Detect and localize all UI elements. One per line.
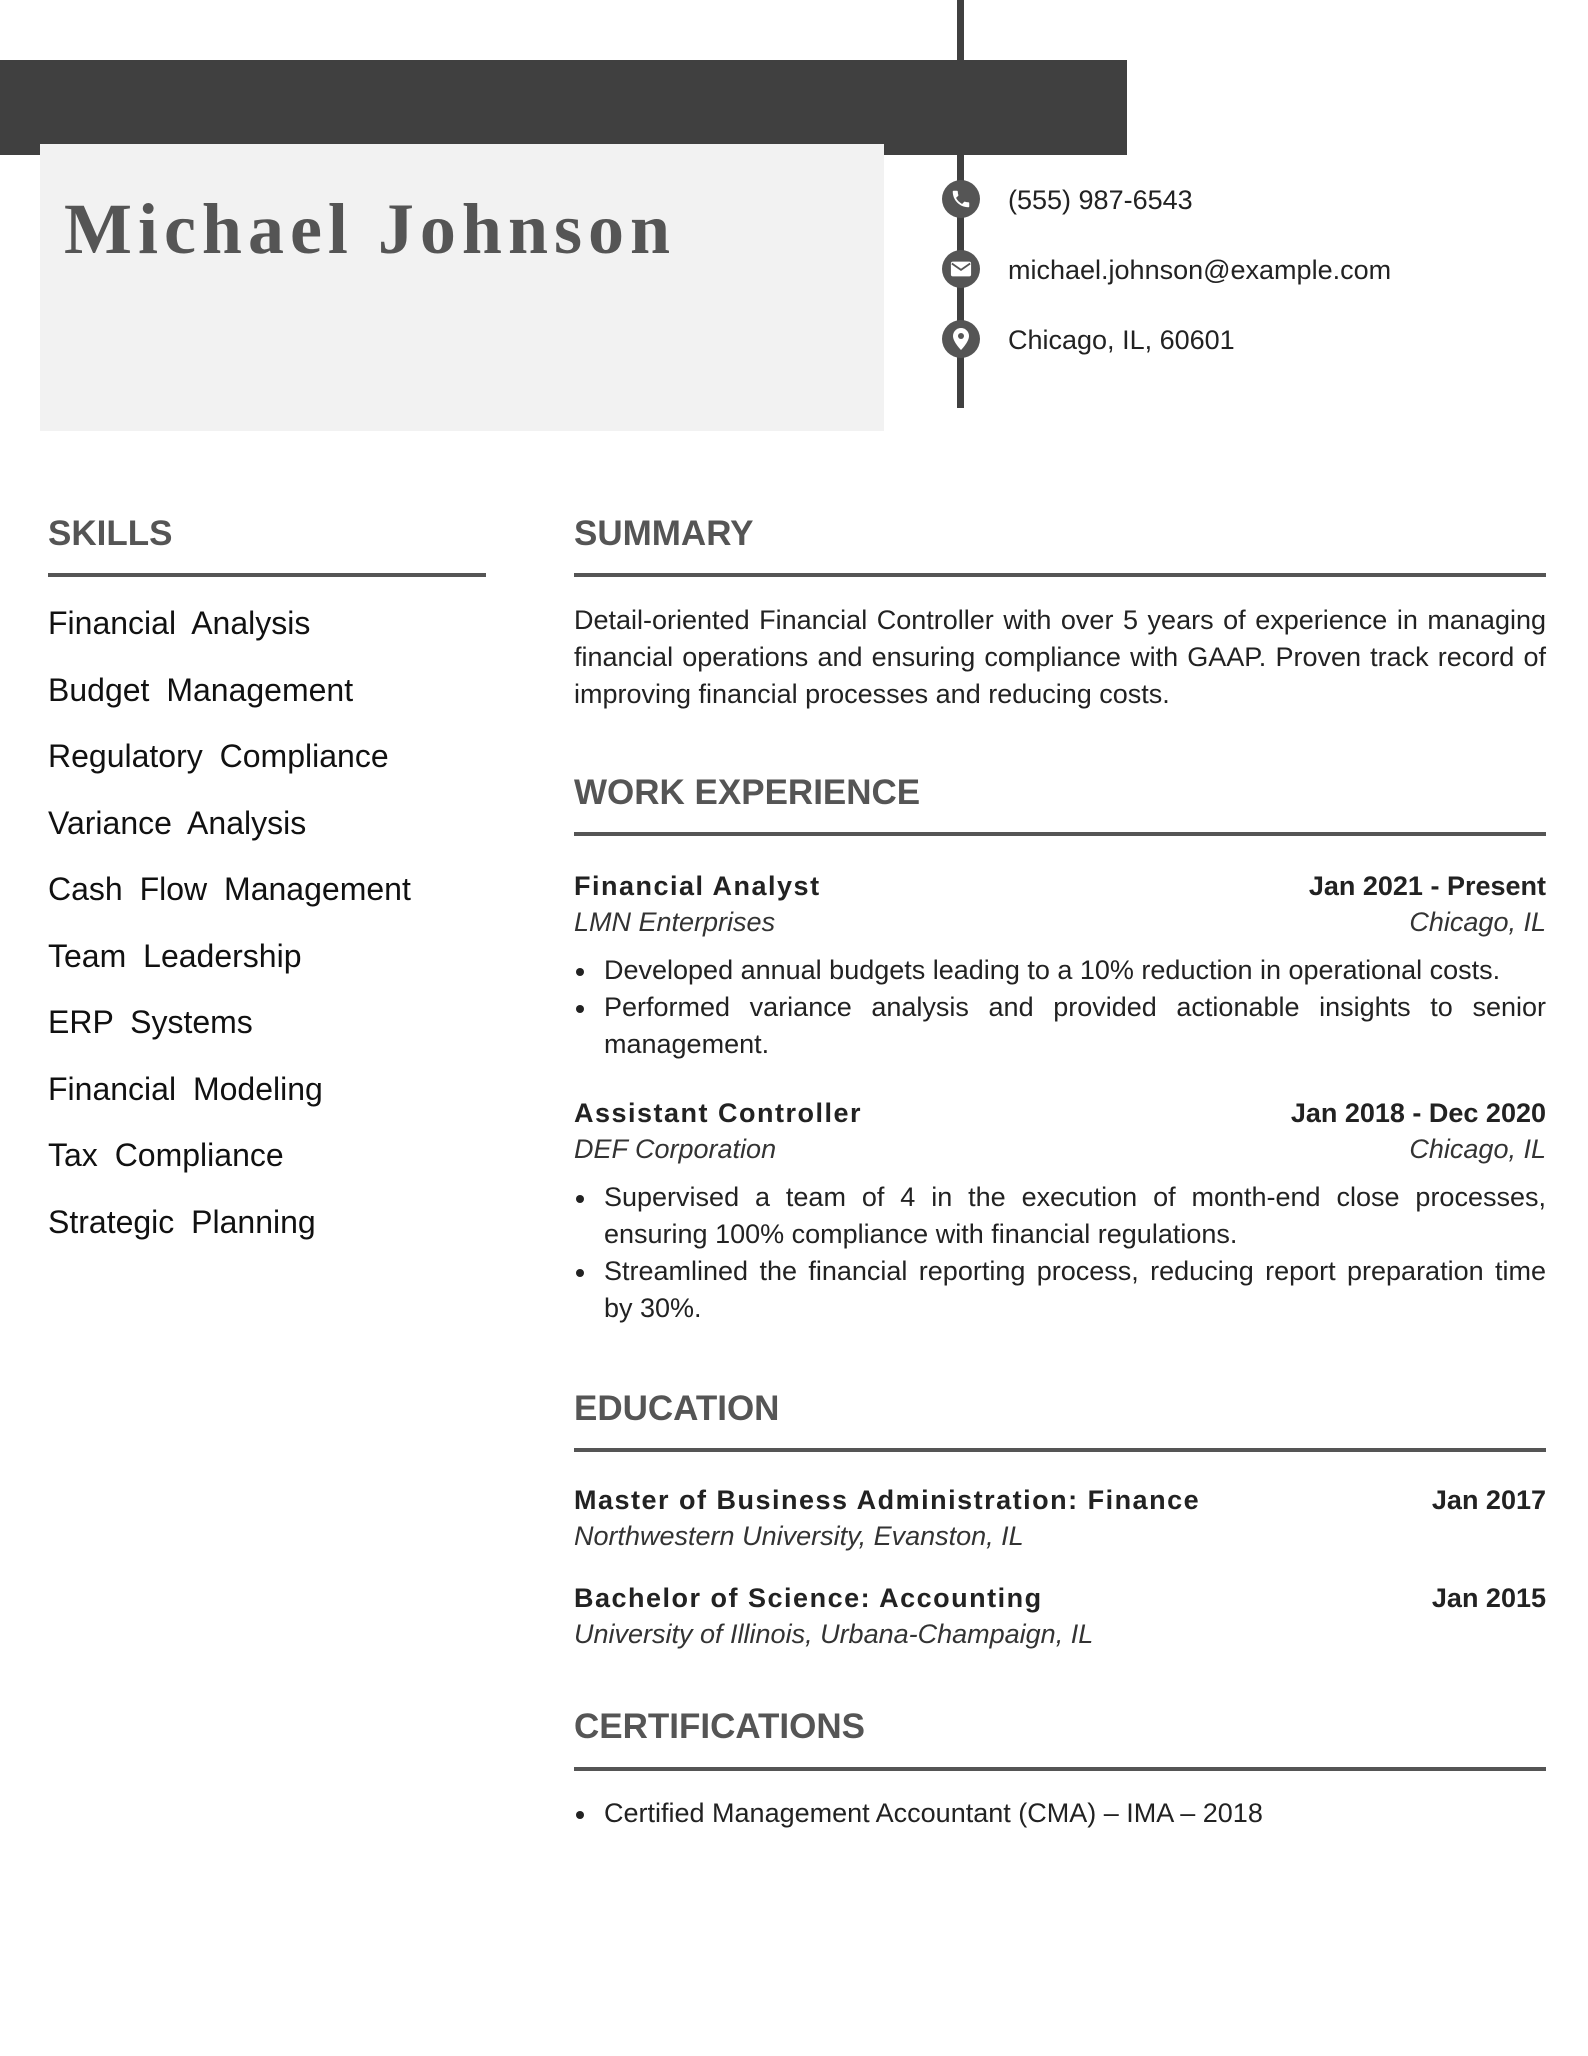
skills-heading: SKILLS <box>48 514 173 553</box>
certifications-divider <box>574 1767 1546 1771</box>
summary-heading: SUMMARY <box>574 514 754 553</box>
education-entry <box>574 1580 1546 1652</box>
school-name: Northwestern University, Evanston, IL <box>574 1521 1024 1551</box>
envelope-icon <box>942 250 980 288</box>
contact-phone <box>942 180 1542 220</box>
skill-item: Variance Analysis <box>48 804 307 841</box>
job-bullet-text: Performed variance analysis and provided actionable insights to senior management. <box>604 992 1546 1059</box>
candidate-name: Michael Johnson <box>64 189 677 269</box>
summary-text: Detail-oriented Financial Controller with over 5 years of experience in managing financial operations and ensuring compliance with GAAP. Proven track record of improving financial processes and reducing costs. <box>574 605 1546 709</box>
job-bullet-text: Streamlined the financial reporting process, reducing report preparation time by 30%. <box>604 1256 1546 1323</box>
job-title: Assistant Controller <box>574 1098 863 1128</box>
education-entry <box>574 1482 1546 1554</box>
skill-item: Budget Management <box>48 671 354 708</box>
education-divider <box>574 1448 1546 1452</box>
skill-item: Tax Compliance <box>48 1137 284 1173</box>
job-bullet-text: Supervised a team of 4 in the execution of month-end close processes, ensuring 100% compliance with financial regulations. <box>604 1182 1546 1249</box>
location-text: Chicago, IL, 60601 <box>1008 325 1235 355</box>
job-dates: Jan 2021 - Present <box>1308 871 1546 901</box>
bullet-dot <box>576 1005 584 1013</box>
experience-divider <box>574 832 1546 836</box>
job-location: Chicago, IL <box>1409 1134 1546 1164</box>
degree-title: Master of Business Administration: Finance <box>574 1485 1201 1515</box>
job-bullets <box>574 952 1546 1063</box>
skill-item: Financial Analysis <box>48 605 311 641</box>
phone-icon <box>942 180 980 218</box>
bullet-dot <box>576 968 584 976</box>
certification-item <box>574 1795 1546 1832</box>
skills-list <box>48 603 488 1268</box>
degree-title: Bachelor of Science: Accounting <box>574 1583 1043 1613</box>
job-bullet <box>574 989 1546 1063</box>
skill-item: Team Leadership <box>48 937 302 974</box>
job-entry <box>574 868 1546 1063</box>
degree-date: Jan 2017 <box>1431 1485 1546 1515</box>
phone-text[interactable]: (555) 987-6543 <box>1008 185 1193 215</box>
bullet-dot <box>576 1269 584 1277</box>
skill-item: ERP Systems <box>48 1004 253 1040</box>
skill-item: Financial Modeling <box>48 1070 323 1107</box>
skill-item: Strategic Planning <box>48 1203 316 1240</box>
education-heading: EDUCATION <box>574 1389 780 1428</box>
job-bullet <box>574 1179 1546 1253</box>
certifications-list <box>574 1795 1546 1832</box>
job-title: Financial Analyst <box>574 871 821 901</box>
job-bullet <box>574 952 1546 989</box>
name-box <box>40 144 884 431</box>
skill-item: Regulatory Compliance <box>48 738 389 774</box>
job-company: LMN Enterprises <box>574 907 776 937</box>
summary-divider <box>574 573 1546 577</box>
certification-text: Certified Management Accountant (CMA) – IMA – 2018 <box>604 1798 1263 1828</box>
skills-divider <box>48 573 486 577</box>
job-bullets <box>574 1179 1546 1327</box>
certifications-heading: CERTIFICATIONS <box>574 1707 866 1746</box>
location-pin-icon <box>942 320 980 358</box>
job-location: Chicago, IL <box>1409 907 1546 937</box>
job-dates: Jan 2018 - Dec 2020 <box>1290 1098 1546 1128</box>
degree-date: Jan 2015 <box>1431 1583 1546 1613</box>
job-company: DEF Corporation <box>574 1134 777 1164</box>
bullet-dot <box>576 1195 584 1203</box>
contact-location <box>942 320 1542 360</box>
job-bullet-text: Developed annual budgets leading to a 10% reduction in operational costs. <box>604 955 1501 985</box>
job-entry <box>574 1095 1546 1327</box>
bullet-dot <box>576 1811 584 1819</box>
job-bullet <box>574 1253 1546 1327</box>
skill-item: Cash Flow Management <box>48 871 411 907</box>
contact-email <box>942 250 1542 290</box>
experience-heading: WORK EXPERIENCE <box>574 773 921 812</box>
email-text[interactable]: michael.johnson@example.com <box>1008 255 1392 285</box>
school-name: University of Illinois, Urbana-Champaign, IL <box>574 1619 1094 1649</box>
